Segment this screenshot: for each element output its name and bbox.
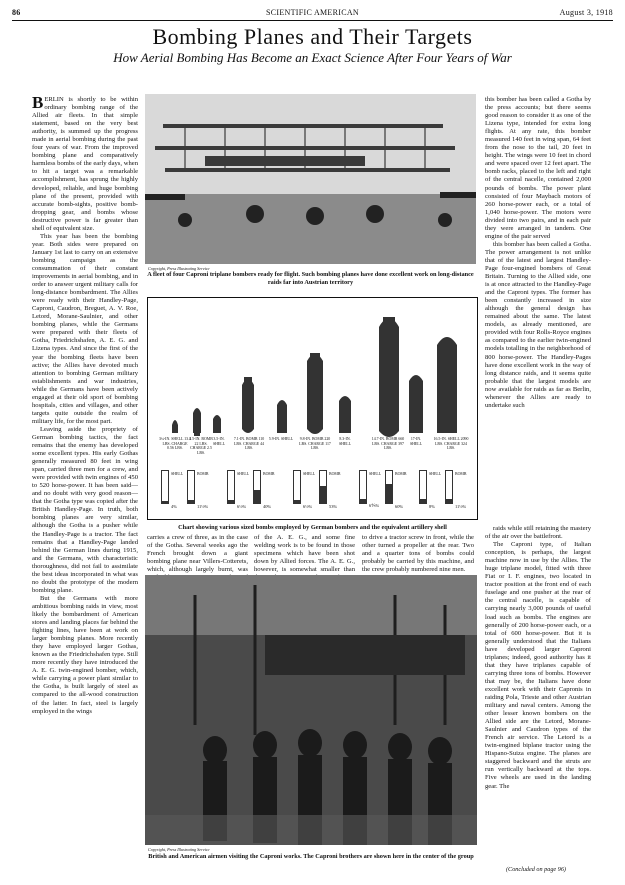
photo1-credit: Copyright, Press Illustrating Service <box>148 266 210 271</box>
lower-mid-text-3: to drive a tractor screw in front, while the other turned a propeller at the rear. Two and a quarter tons of bombs could probably be carried by this machine, and the crew probably numbered nine men. <box>362 534 474 574</box>
article-subtitle: How Aerial Bombing Has Become an Exact Science After Four Years of War <box>113 50 512 65</box>
bar-bomb-pct: 11½% <box>197 504 209 509</box>
issue-date: August 3, 1918 <box>559 8 613 17</box>
bar-shell-label: SHELL <box>237 472 250 476</box>
right-paragraph-1: this bomber has been called a Gotha by the press accounts; but there seems good reason to consider it as one of the Lizena type, intended for extra long flights. At any rate, this bomber measured 140 feet in wing span, 64 feet from the nose to the tail, 20 feet in height. The wings were 10 feet in chord and were spaced over 12 feet apart. The bomb racks, placed to the left and right of the central nacelle, contained 2,000 pounds of bombs. The power plant consisted of four Maybach motors of 260 horse-power each, or a total of 1,040 horse-power. The motors were divided into two pairs, and in each pair they were arranged in tandem. One engine of the pair served <box>485 96 591 240</box>
bar-bomb-pct: 53% <box>329 504 338 509</box>
bomb-label-1: 3¼-IN. SHELL 13.4 LBS. CHARGE 0.56 LBS. <box>159 437 191 450</box>
col1-paragraph-2: This year has been the bombing year. Both sides were prepared on January 1st last to carry on an extensive bombing campaign as the consummation of their constant improvements in aerial bombing, and in order to answer urgent military calls for long-distance bombardment. The Allies were ready with their Handley-Page, Caproni, Caudron, Breguet, A. V. Roe, Letord, Morane-Saulnier, and other bombing planes, while the Germans were prepared with their fleets of Gotha, Friedrichshafen, A. E. G. and Lizena types. And since the first of the year the bombing fleets have been active; the Allies have devoted much attention to bombing German military establishments and war industries, while the Germans have been actively engaged at their old sport of bombing hospitals, cities and villages, and other targets quite outside the realm of military life, for the most part. <box>32 232 138 425</box>
bomb-label-2: 3.5-IN. BOMB 22 LBS. CHARGE 2.5 LBS. <box>189 437 213 455</box>
bar-shell-pct: 4% <box>171 504 177 509</box>
photo2-caption: British and American airmen visiting the Caproni works. The Caproni brothers are shown here in the center of the group <box>148 853 474 860</box>
chart-frame <box>147 297 478 520</box>
right-paragraph-3: raids while still retaining the mastery of the air over the battlefront. <box>485 525 591 541</box>
bar-bomb-pct: 11½% <box>455 504 467 509</box>
bar-shell-pct: 6½% <box>303 504 313 509</box>
column-right-bottom <box>485 525 591 865</box>
page-number: 86 <box>12 8 21 17</box>
drop-cap: B <box>32 93 44 112</box>
bar-bomb-label: BOMB <box>395 472 407 476</box>
photo-caproni-fleet <box>145 94 476 264</box>
bar-shell-label: SHELL <box>429 472 442 476</box>
photo-airmen-caproni <box>145 575 477 845</box>
bomb-label-8: 14.7-IN. BOMB 660 LBS. CHARGE 397 LBS. <box>371 437 405 450</box>
triplane-photo-illustration <box>145 94 476 264</box>
column-left <box>32 93 138 868</box>
right-paragraph-2: this bomber has been called a Gotha. The power arrangement is not unlike that of the latest and largest Handley-Page four-engined bombers of Great Britain. Turning to the Allied side, one is at once attracted to the Handley-Page and the Caproni types. The former has been constantly increased in size although the general design has remained about the same. The latest models, as already mentioned, are provided with four Rolls-Royce engines as compared to the earlier twin-engined models totalling in the neighborhood of 800 horse-power. The Handley-Pages have done excellent work in the way of long distance raids, and it seems quite probable that the largest models are now available for raids as far as Berlin, whenever the Allies are ready to undertake such <box>485 240 591 409</box>
bomb-label-5: 5.9-IN. SHELL <box>268 437 294 441</box>
column-right-top <box>485 96 591 516</box>
bomb-label-9: 17-IN. SHELL <box>409 437 423 446</box>
bar-bomb-pct: 40% <box>263 504 272 509</box>
col1-paragraph-3: Leaving aside the propriety of German bombing tactics, the fact remains that the enemy has developed some excellent types. His early Gothas generally measured 80 feet in wing span, carried three men for a crew, and were provided with twin engines of 450 to 520 horse-power. It has been said—and no doubt with very good reason—that the Gotha type was copied after the British Handley-Page. In truth, both bombing planes are very similar, although the Gotha is a pusher while the Handley-Page is a tractor. The fact remains that a Handley-Page landed behind the German lines during 1915, and the Germans, with characteristic thoroughness, did not fail to assimilate the best ideas incorporated in what was no doubt the prototype of the modern bombing plane. <box>32 425 138 594</box>
bar-bomb-label: BOMB <box>263 472 275 476</box>
bar-shell-label: SHELL <box>303 472 316 476</box>
bomb-label-3: 3.5-IN. SHELL <box>212 437 226 446</box>
bomb-label-4: 7.1-IN. BOMB 110 LBS. CHARGE 44 LBS. <box>233 437 265 450</box>
bar-shell-pct: 6½% <box>237 504 247 509</box>
bomb-label-7: 8.3-IN. SHELL <box>338 437 352 446</box>
bar-shell-pct: 8% <box>429 504 435 509</box>
bomb-label-6: 9.8-IN. BOMB 220 LBS. CHARGE 117 LBS. <box>299 437 331 450</box>
bar-bomb-pct: 60% <box>395 504 404 509</box>
bomb-label-10: 16.5-IN. SHELL 2090 LBS. CHARGE 324 LBS. <box>433 437 469 450</box>
right-paragraph-4: The Caproni type, of Italian conception, is perhaps, the largest machine now in use by the Allies. The huge triplane model, fitted with three Fiat or I. F. engines, two located in tractor position at the front end of each fuselage and one pusher at the rear of the central nacelle, is capable of carrying nearly 3,000 pounds of useful load such as bombs. The engines are generally of 200 horse-power each, or a total of 600 horse-power. But it is generally understood that the Italians have developed larger Caproni triplanes; indeed, good authority has it that they have triplanes capable of carrying three tons of bombs. However that may be, the Italians have done excellent work with their Capronis in raiding Pola, Trieste and other Austrian military and naval centers. Among the other lesser known bombers on the Allied side are the Letord, Morane-Saulnier and Caudron types of the French air service. The Letord is a twin-engined biplane tractor using the Hispano-Suiza engine. The planes are staggered backward and the struts are run vertically backward at the tops. Five wheels are used in the landing gear. The <box>485 541 591 790</box>
article-title: Bombing Planes and Their Targets <box>152 24 473 49</box>
header-rule <box>12 20 613 21</box>
bar-shell-label: SHELL <box>369 472 382 476</box>
bar-bomb-label: BOMB <box>197 472 209 476</box>
bar-bomb-label: BOMB <box>455 472 467 476</box>
bar-shell-label: SHELL <box>171 472 184 476</box>
lower-mid-text-2: of the A. E. G., and some fine welding work is to be found in those specimens which have been shot down by Allied forces. The A. E. G., however, is somewhat smaller than <box>254 534 355 574</box>
magazine-name: SCIENTIFIC AMERICAN <box>265 8 360 17</box>
bar-bomb-label: BOMB <box>329 472 341 476</box>
airmen-photo-illustration <box>145 575 477 845</box>
continued-note: (Concluded on page 96) <box>506 866 566 873</box>
col1-paragraph-1: ERLIN is shortly to be within ordinary bombing range of the Allied air fleets. In that simple statement, based on the very best authority, is summed up the progress made in aerial bombing during the past four years of war. From the improved bombing plane and comparatively harmless bombs of the early days, when to hit a target was a remarkable accomplishment, has sprung the highly developed, reliable, and huge bombing plane of the present, provided with accurate bomb-sights, positive bomb-dropping gear, and bombs whose destructive power is far greater than shell of equivalent size. <box>32 96 138 232</box>
bar-shell-pct: 6⅘% <box>369 503 380 508</box>
chart-caption: Chart showing various sized bombs employed by German bombers and the equivalent artillery shell <box>178 524 447 531</box>
lower-mid-text-1: carries a crew of three, as in the case of the Gotha. Several weeks ago the French brought down a giant bombing plane near Villers-Cotterets, which, although largely burnt, was <box>147 534 248 574</box>
photo2-credit: Copyright, Press Illustrating Service <box>148 847 210 852</box>
col1-paragraph-4: But the Germans with more ambitious bombing raids in view, most likely the bombardment of American stores and landing places far behind the fighting lines, have been at work on larger bombing planes. More recently they have employed larger Gothas, known as the Friedrichshafen type. Still more recently they have introduced the A. E. G. twin-engined bomber, which, while carrying a power plant similar to the Gotha, is built largely of steel as compared to the all-wood construction of the latter. In fact, steel is largely employed in the wings <box>32 594 138 715</box>
photo1-caption: A fleet of four Caproni triplane bombers ready for flight. Such bombing planes have done excellent work on long-distance raids far into Austrian territory <box>147 271 474 286</box>
